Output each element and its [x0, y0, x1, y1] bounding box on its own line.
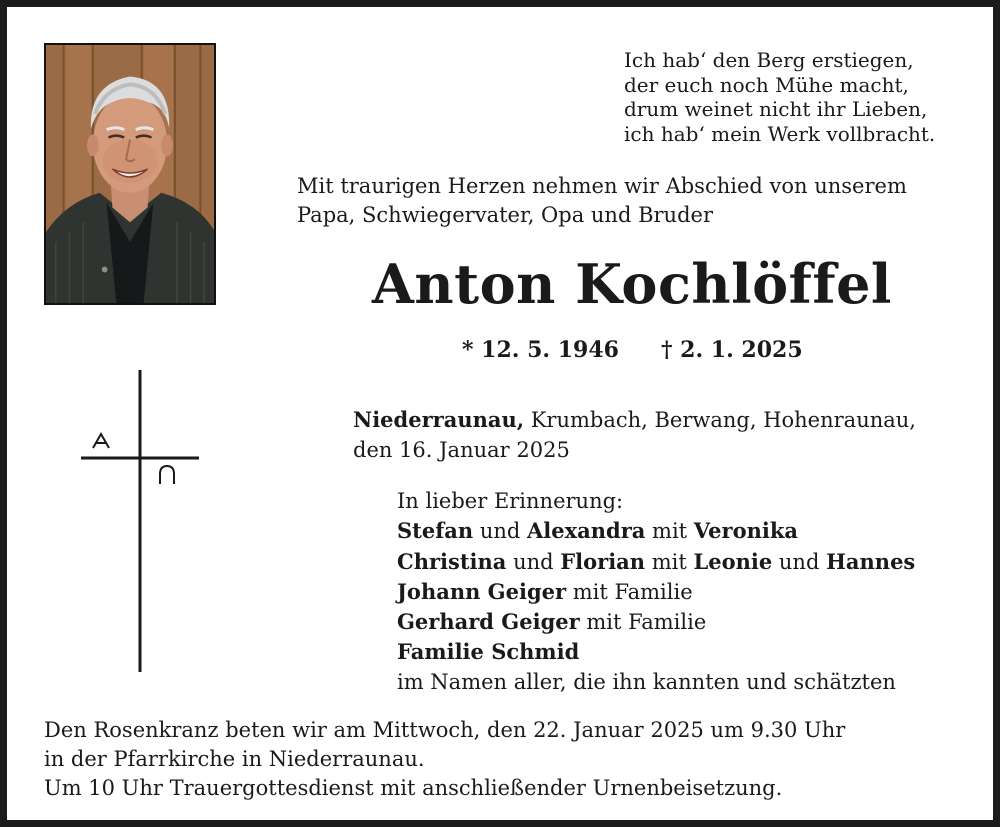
intro-line: Papa, Schwiegervater, Opa und Bruder: [297, 203, 713, 227]
intro-line: Mit traurigen Herzen nehmen wir Abschied von unserem: [297, 174, 907, 198]
service-line: in der Pfarrkirche in Niederraunau.: [44, 747, 425, 771]
mourner-name: Florian: [560, 548, 646, 574]
mourners-heading: In lieber Erinnerung:: [397, 489, 624, 513]
mourner-name: Familie Schmid: [397, 639, 580, 665]
connector-text: und: [772, 549, 827, 574]
mourner-name: Christina: [397, 548, 507, 574]
mourner-name: Alexandra: [526, 518, 646, 544]
service-info: [44, 716, 845, 803]
alpha-omega-cross-icon: [67, 362, 207, 672]
poem-line: drum weinet nicht ihr Lieben,: [624, 97, 928, 121]
birth-date: * 12. 5. 1946: [462, 337, 619, 363]
cross-icon: [67, 362, 207, 672]
mourner-line: [397, 577, 915, 607]
mourner-name: Leonie: [693, 548, 773, 574]
mourner-name: Veronika: [693, 518, 798, 544]
connector-text: mit Familie: [579, 610, 707, 635]
connector-text: mit: [645, 519, 694, 544]
portrait-image: [46, 45, 214, 303]
poem-line: der euch noch Mühe macht,: [624, 72, 909, 97]
deceased-name: Anton Kochlöffel: [372, 252, 892, 316]
places-line: [353, 405, 916, 435]
death-date: † 2. 1. 2025: [661, 337, 803, 363]
connector-text: und: [473, 519, 527, 544]
service-line: Um 10 Uhr Trauergottesdienst mit anschließender Urnenbeisetzung.: [44, 776, 783, 800]
omega-icon: [160, 466, 174, 484]
other-places: Krumbach, Berwang, Hohenraunau,: [524, 408, 916, 432]
mourner-name: Gerhard Geiger: [397, 609, 580, 635]
place-and-date: [353, 405, 916, 465]
mourner-line: [397, 607, 915, 637]
main-place: Niederraunau,: [353, 407, 525, 432]
portrait-photo: [44, 43, 216, 305]
poem-line: ich hab‘ mein Werk vollbracht.: [624, 121, 936, 146]
mourner-name: Johann Geiger: [397, 578, 567, 604]
connector-text: mit Familie: [566, 579, 693, 604]
mourner-name: Hannes: [826, 548, 916, 574]
poem: [624, 48, 935, 146]
connector-text: und: [506, 549, 561, 574]
notice-date: den 16. Januar 2025: [353, 438, 570, 462]
intro-text: [297, 172, 907, 230]
mourners-closing: im Namen aller, die ihn kannten und schätzten: [397, 669, 896, 694]
mourner-line: [397, 637, 915, 667]
mourners-list: [397, 487, 915, 697]
service-line: Den Rosenkranz beten wir am Mittwoch, den 22. Januar 2025 um 9.30 Uhr: [44, 718, 846, 742]
mourner-line: [397, 516, 915, 546]
connector-text: mit: [645, 549, 694, 574]
mourner-line: [397, 547, 915, 577]
poem-line: Ich hab‘ den Berg erstiegen,: [624, 48, 914, 72]
alpha-icon: [93, 434, 109, 448]
mourner-name: Stefan: [397, 518, 474, 544]
